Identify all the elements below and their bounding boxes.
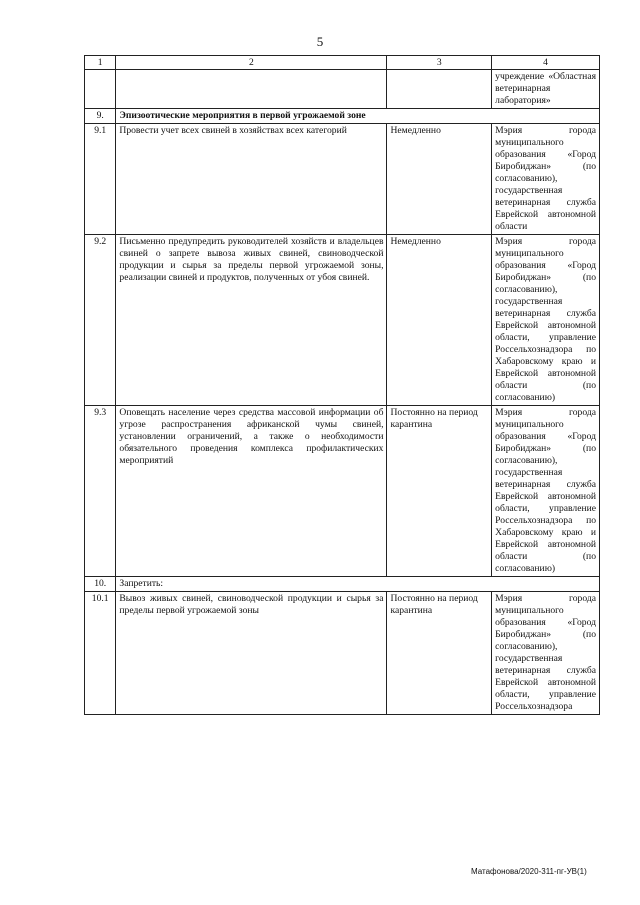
row-term: Постоянно на период карантина (387, 406, 492, 577)
row-measure: Оповещать население через средства массовой информации об угрозе распространения африканской чумы свиней, установлении ограничений, а также о необходимости обязательного проведения комплекса профилактических мероприятий (116, 406, 387, 577)
table-row-9-2 (85, 235, 600, 406)
row-term: Немедленно (387, 235, 492, 406)
cont-term (387, 70, 492, 109)
row-term: Немедленно (387, 124, 492, 235)
section-row-10 (85, 577, 600, 592)
row-num: 10.1 (85, 592, 116, 715)
row-num: 10. (85, 577, 116, 592)
row-responsible: Мэрия города муниципального образования «Город Биробиджан» (по согласованию), государственная ветеринарная служба Еврейской автономной области, управление Россельхознадзора по Хабаровскому краю и Еврейской автономной области (по согласованию) (492, 235, 600, 406)
row-num: 9.2 (85, 235, 116, 406)
header-col-2: 2 (116, 56, 387, 70)
section-title: Запретить: (116, 577, 600, 592)
table-row-10-1 (85, 592, 600, 715)
row-measure: Провести учет всех свиней в хозяйствах всех категорий (116, 124, 387, 235)
page-number: 5 (316, 34, 324, 49)
section-title: Эпизоотические мероприятия в первой угрожаемой зоне (116, 109, 600, 124)
cont-resp: учреждение «Областная ветеринарная лаборатория» (492, 70, 600, 109)
row-responsible: Мэрия города муниципального образования «Город Биробиджан» (по согласованию), государственная ветеринарная служба Еврейской автономной области, управление Россельхознадзора по Хабаровскому краю и Еврейской автономной области (по согласованию) (492, 406, 600, 577)
header-col-4: 4 (492, 56, 600, 70)
row-num: 9. (85, 109, 116, 124)
row-num: 9.3 (85, 406, 116, 577)
measures-table (84, 55, 600, 715)
row-responsible: Мэрия города муниципального образования «Город Биробиджан» (по согласованию), государственная ветеринарная служба Еврейской автономной области, управление Россельхознадзора (492, 592, 600, 715)
header-col-3: 3 (387, 56, 492, 70)
document-code: Матафонова/2020-311-пг-УВ(1) (471, 867, 587, 876)
header-col-1: 1 (85, 56, 116, 70)
table-header-row (85, 56, 600, 70)
cont-num (85, 70, 116, 109)
table-row-9-3 (85, 406, 600, 577)
cont-text (116, 70, 387, 109)
row-responsible: Мэрия города муниципального образования «Город Биробиджан» (по согласованию), государственная ветеринарная служба Еврейской автономной области (492, 124, 600, 235)
row-num: 9.1 (85, 124, 116, 235)
section-row-9 (85, 109, 600, 124)
row-term: Постоянно на период карантина (387, 592, 492, 715)
continuation-row (85, 70, 600, 109)
row-measure: Вывоз живых свиней, свиноводческой продукции и сырья за пределы первой угрожаемой зоны (116, 592, 387, 715)
table-row-9-1 (85, 124, 600, 235)
row-measure: Письменно предупредить руководителей хозяйств и владельцев свиней о запрете вывоза живых свиней, свиноводческой продукции и сырья за пределы первой угрожаемой зоны, реализации свиней и продуктов, полученных от убоя свиней. (116, 235, 387, 406)
